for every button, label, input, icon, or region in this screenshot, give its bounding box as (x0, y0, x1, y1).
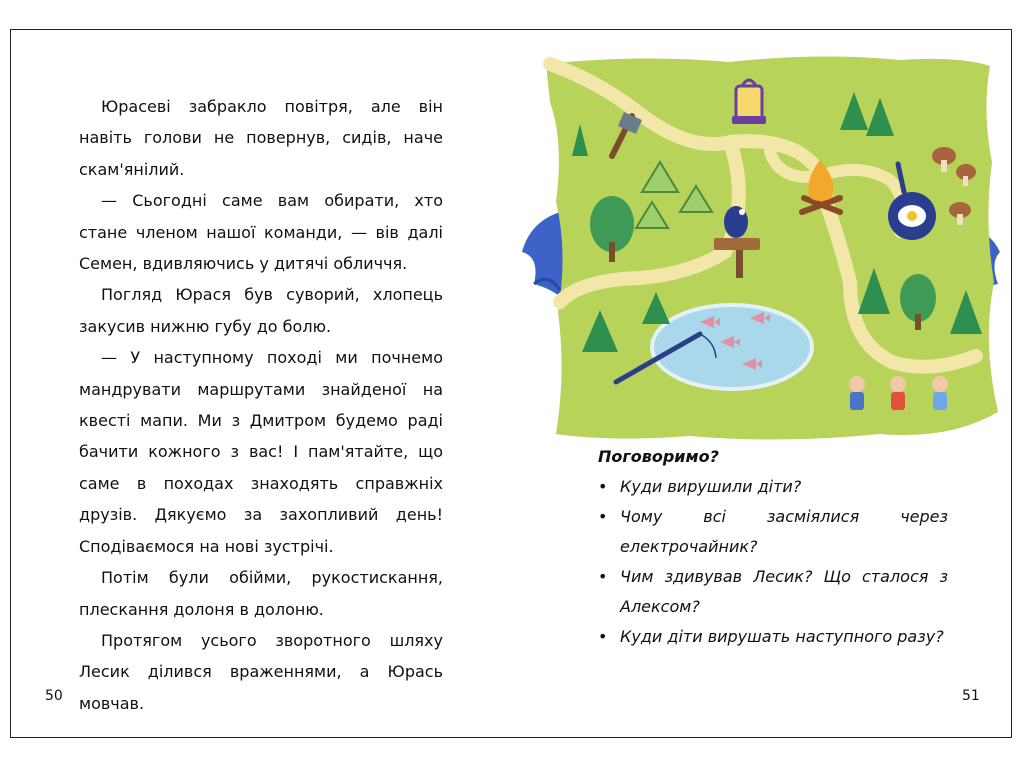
paragraph: — У наступному поході ми почнемо мандрувати маршрутами знайденої на квесті мапи. Ми з Дмитром будемо раді бачити кожного з вас! І пам'ятайте, що саме в походах знаходять справжніх друзів. Дякуємо за захопливий день! Сподіваємося на нові зустрічі. (79, 348, 443, 556)
list-item (598, 502, 948, 562)
bullet-icon: • (598, 477, 608, 496)
page-number-left: 50 (45, 688, 63, 704)
list-item (598, 622, 948, 652)
bullet-icon: • (598, 507, 608, 526)
question-text: Чому всі засміялися через електрочайник? (620, 507, 948, 556)
paragraph: Потім були обійми, рукостискання, плескання долоня в долоню. (79, 568, 443, 619)
paragraph: — Сьогодні саме вам обирати, хто стане членом нашої команди, — вів далі Семен, вдивляючись у дитячі обличчя. (79, 191, 443, 274)
question-text: Куди діти вирушать наступного разу? (620, 627, 944, 646)
question-list (598, 472, 948, 652)
discussion-heading: Поговоримо? (598, 447, 719, 466)
bullet-icon: • (598, 567, 608, 586)
list-item (598, 562, 948, 622)
paragraph: Погляд Юрася був суворий, хлопець закусив нижню губу до болю. (79, 285, 443, 336)
paragraph: Протягом усього зворотного шляху Лесик ділився враженнями, а Юрась мовчав. (79, 630, 443, 713)
question-text: Куди вирушили діти? (620, 477, 802, 496)
lantern-icon (732, 80, 766, 124)
page-number-right: 51 (962, 688, 980, 704)
question-text: Чим здивував Лесик? Що сталося з Алексом? (620, 567, 948, 616)
paragraph: Юрасеві забракло повітря, але він навіть голови не повернув, сидів, наче скам'янілий. (79, 97, 443, 179)
map-illustration (520, 52, 1004, 444)
story-text (79, 91, 443, 719)
discussion-box (598, 442, 948, 652)
bullet-icon: • (598, 627, 608, 646)
list-item (598, 472, 948, 502)
